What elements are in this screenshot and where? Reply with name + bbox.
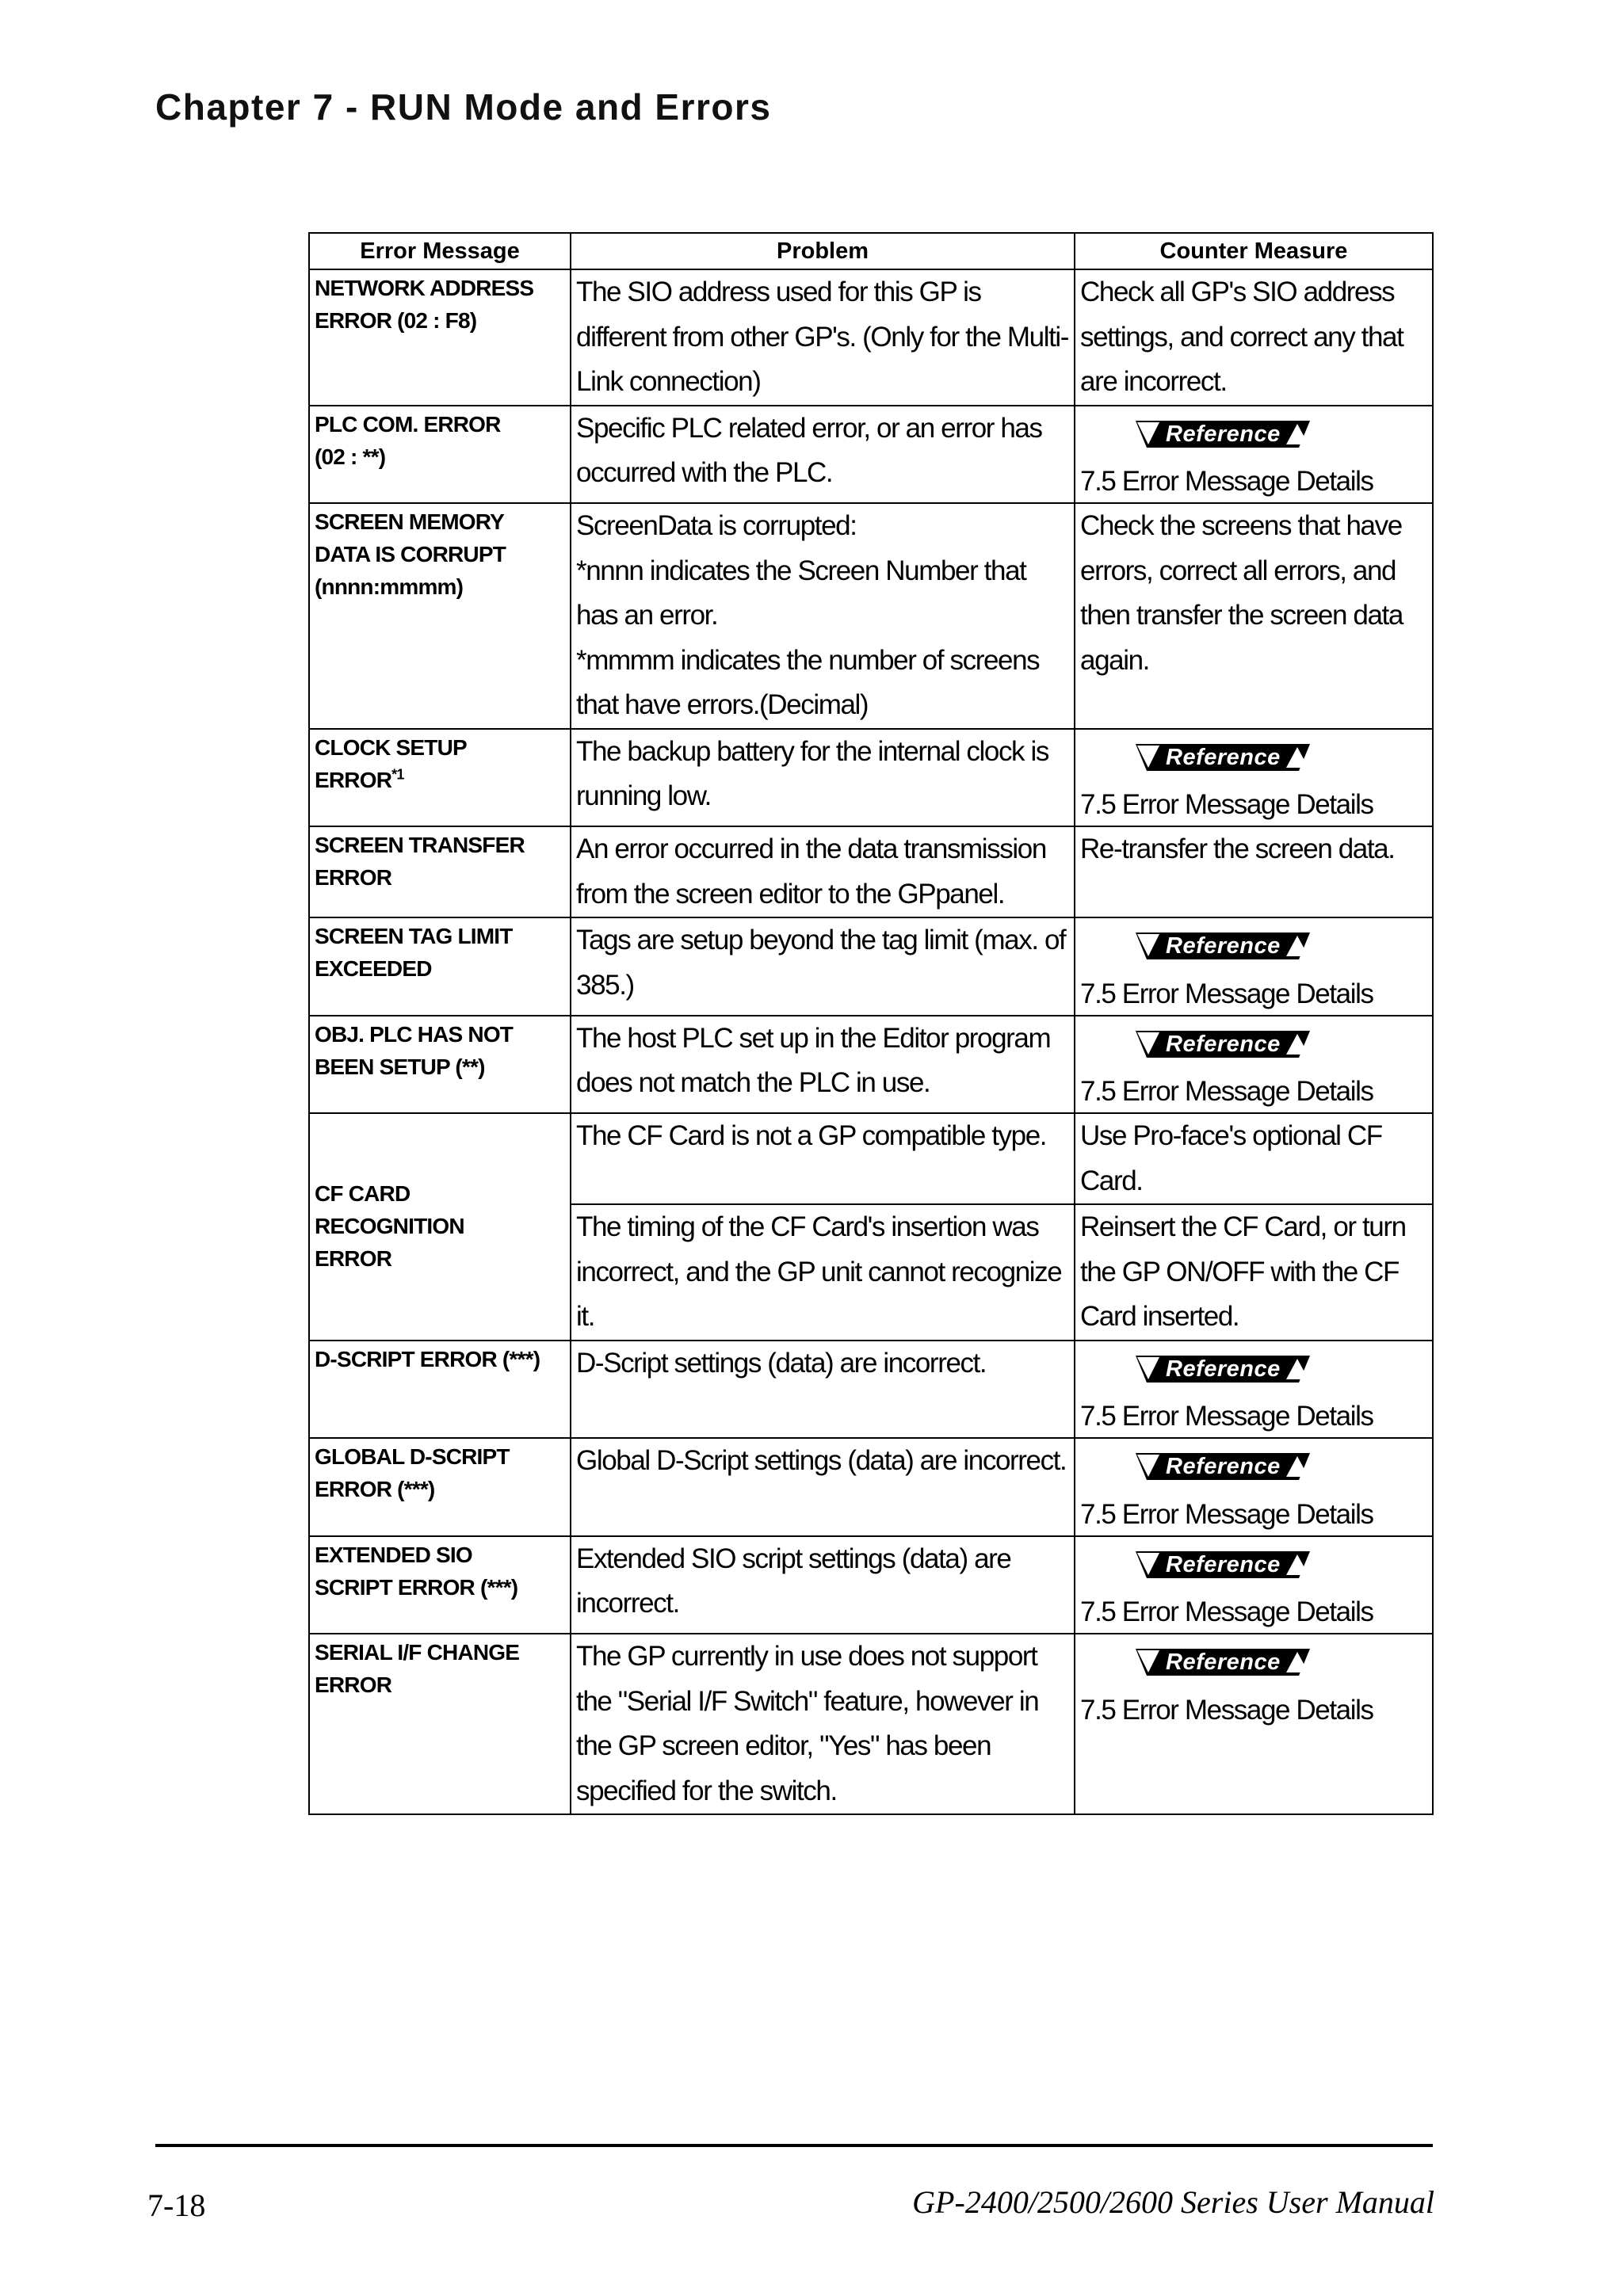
reference-label: Reference — [1166, 1551, 1281, 1577]
reference-badge[interactable] — [1136, 1031, 1310, 1058]
table-row — [309, 826, 1433, 917]
counter-measure-cell: Reinsert the CF Card, or turn the GP ON/OFF with the CF Card inserted. — [1075, 1204, 1433, 1341]
table-row — [309, 917, 1433, 1016]
error-message-cell: NETWORK ADDRESS ERROR (02 : F8) — [309, 269, 571, 406]
counter-measure-cell — [1075, 1341, 1433, 1439]
counter-measure-cell — [1075, 406, 1433, 504]
problem-cell: The CF Card is not a GP compatible type. — [571, 1113, 1075, 1204]
table-row — [309, 1113, 1433, 1204]
counter-measure-cell — [1075, 917, 1433, 1016]
table-header-row — [309, 233, 1433, 269]
problem-cell: An error occurred in the data transmission from the screen editor to the GPpanel. — [571, 826, 1075, 917]
problem-cell: The SIO address used for this GP is different from other GP's. (Only for the Multi-Link connection) — [571, 269, 1075, 406]
error-message-cell: SERIAL I/F CHANGE ERROR — [309, 1634, 571, 1814]
counter-measure-cell: Re-transfer the screen data. — [1075, 826, 1433, 917]
reference-label: Reference — [1166, 1356, 1281, 1382]
error-message-cell: EXTENDED SIO SCRIPT ERROR (***) — [309, 1536, 571, 1634]
reference-link[interactable]: 7.5 Error Message Details — [1080, 1076, 1373, 1107]
reference-badge[interactable] — [1136, 933, 1310, 959]
error-message-cell: SCREEN TAG LIMIT EXCEEDED — [309, 917, 571, 1016]
error-message-table — [308, 232, 1434, 1815]
reference-link[interactable]: 7.5 Error Message Details — [1080, 1498, 1373, 1530]
counter-measure-cell — [1075, 1634, 1433, 1814]
error-message-cell: SCREEN MEMORY DATA IS CORRUPT (nnnn:mmmm) — [309, 503, 571, 729]
reference-badge[interactable] — [1136, 1649, 1310, 1676]
problem-line: *mmmm indicates the number of screens that have errors.(Decimal) — [576, 644, 1040, 720]
problem-cell: The GP currently in use does not support the "Serial I/F Switch" feature, however in the GP screen editor, "Yes" has been specified for the switch. — [571, 1634, 1075, 1814]
reference-label: Reference — [1166, 1031, 1281, 1057]
reference-link[interactable]: 7.5 Error Message Details — [1080, 466, 1373, 497]
counter-measure-cell — [1075, 1536, 1433, 1634]
column-header-problem: Problem — [571, 233, 1075, 269]
counter-measure-cell: Use Pro-face's optional CF Card. — [1075, 1113, 1433, 1204]
counter-measure-cell: Check all GP's SIO address settings, and correct any that are incorrect. — [1075, 269, 1433, 406]
problem-cell: Tags are setup beyond the tag limit (max. of 385.) — [571, 917, 1075, 1016]
error-message-cell: CF CARD RECOGNITION ERROR — [309, 1113, 571, 1341]
reference-badge[interactable] — [1136, 421, 1310, 448]
manual-title: GP-2400/2500/2600 Series User Manual — [912, 2184, 1434, 2220]
reference-badge[interactable] — [1136, 1551, 1310, 1578]
column-header-counter-measure: Counter Measure — [1075, 233, 1433, 269]
footer-rule — [155, 2144, 1433, 2147]
column-header-error-message: Error Message — [309, 233, 571, 269]
reference-label: Reference — [1166, 933, 1281, 959]
problem-cell — [571, 503, 1075, 729]
reference-label: Reference — [1166, 1454, 1281, 1479]
problem-cell: Specific PLC related error, or an error has occurred with the PLC. — [571, 406, 1075, 504]
problem-cell: The backup battery for the internal clock is running low. — [571, 729, 1075, 827]
table-row — [309, 1016, 1433, 1114]
table-row — [309, 1438, 1433, 1536]
reference-link[interactable]: 7.5 Error Message Details — [1080, 1596, 1373, 1627]
problem-cell: The timing of the CF Card's insertion was incorrect, and the GP unit cannot recognize it. — [571, 1204, 1075, 1341]
reference-link[interactable]: 7.5 Error Message Details — [1080, 978, 1373, 1009]
reference-label: Reference — [1166, 421, 1281, 447]
table-row — [309, 1341, 1433, 1439]
problem-line: ScreenData is corrupted: — [576, 510, 857, 541]
problem-cell: D-Script settings (data) are incorrect. — [571, 1341, 1075, 1439]
counter-measure-cell — [1075, 1016, 1433, 1114]
table-row — [309, 1634, 1433, 1814]
reference-link[interactable]: 7.5 Error Message Details — [1080, 789, 1373, 820]
reference-link[interactable]: 7.5 Error Message Details — [1080, 1401, 1373, 1432]
reference-badge[interactable] — [1136, 1453, 1310, 1480]
error-message-cell: PLC COM. ERROR (02 : **) — [309, 406, 571, 504]
reference-label: Reference — [1166, 1650, 1281, 1675]
error-message-text: CLOCK SETUP ERROR — [315, 734, 467, 792]
table-row — [309, 406, 1433, 504]
chapter-title: Chapter 7 - RUN Mode and Errors — [155, 86, 772, 128]
error-message-cell: OBJ. PLC HAS NOT BEEN SETUP (**) — [309, 1016, 571, 1114]
reference-badge[interactable] — [1136, 744, 1310, 771]
table-row — [309, 729, 1433, 827]
counter-measure-cell — [1075, 1438, 1433, 1536]
table-row — [309, 1536, 1433, 1634]
error-message-cell: D-SCRIPT ERROR (***) — [309, 1341, 571, 1439]
problem-cell: Global D-Script settings (data) are incorrect. — [571, 1438, 1075, 1536]
counter-measure-cell — [1075, 729, 1433, 827]
page-number: 7-18 — [147, 2187, 206, 2223]
problem-line: *nnnn indicates the Screen Number that has an error. — [576, 555, 1026, 631]
error-message-cell: SCREEN TRANSFER ERROR — [309, 826, 571, 917]
table-row — [309, 269, 1433, 406]
error-message-cell: GLOBAL D-SCRIPT ERROR (***) — [309, 1438, 571, 1536]
problem-cell: Extended SIO script settings (data) are incorrect. — [571, 1536, 1075, 1634]
counter-measure-cell: Check the screens that have errors, correct all errors, and then transfer the screen data again. — [1075, 503, 1433, 729]
reference-label: Reference — [1166, 744, 1281, 770]
problem-cell: The host PLC set up in the Editor program does not match the PLC in use. — [571, 1016, 1075, 1114]
footnote-marker: *1 — [391, 766, 404, 783]
reference-link[interactable]: 7.5 Error Message Details — [1080, 1694, 1373, 1726]
error-message-cell — [309, 729, 571, 827]
table-row — [309, 503, 1433, 729]
reference-badge[interactable] — [1136, 1356, 1310, 1383]
